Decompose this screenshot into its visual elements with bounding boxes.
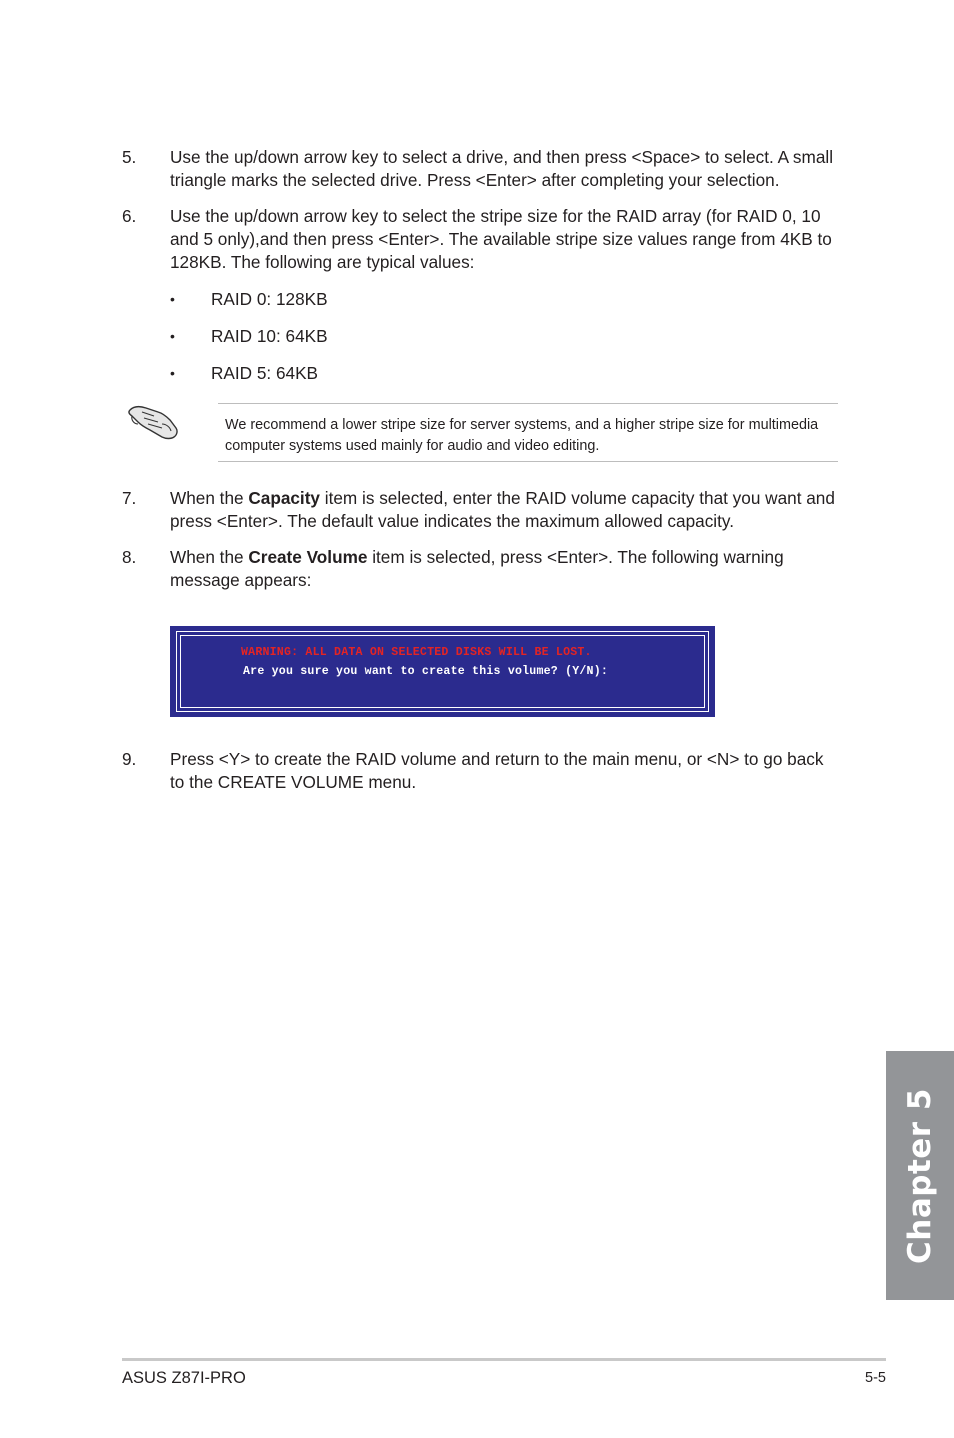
bullet-dot: • — [170, 365, 175, 381]
bios-warning-dialog — [170, 626, 715, 717]
step-8 — [122, 546, 842, 592]
create-volume-label: Create Volume — [248, 547, 368, 567]
step-text-post: item is selected, enter the RAID volume capacity that you want and press <Enter>. The default value indicates the maximum allowed capacity. — [170, 488, 835, 531]
bullet-text: RAID 5: 64KB — [211, 363, 318, 383]
note-box — [218, 403, 838, 462]
bullet-dot: • — [170, 328, 175, 344]
footer-divider — [122, 1358, 886, 1361]
step-text-pre: When the — [170, 488, 249, 508]
step-number: 5. — [122, 147, 137, 167]
step-number: 7. — [122, 488, 137, 508]
step-text: Use the up/down arrow key to select the stripe size for the RAID array (for RAID 0, 10 and 5 only),and then press <Enter>. The available stripe size values range from 4KB to 128KB. The following are typical values: — [170, 206, 832, 272]
step-text: Press <Y> to create the RAID volume and return to the main menu, or <N> to go back to the CREATE VOLUME menu. — [170, 749, 824, 792]
footer-product: ASUS Z87I-PRO — [122, 1369, 246, 1387]
step-number: 6. — [122, 206, 137, 226]
warning-message: WARNING: ALL DATA ON SELECTED DISKS WILL BE LOST. — [241, 646, 592, 659]
step-text-pre: When the — [170, 547, 249, 567]
confirm-prompt[interactable]: Are you sure you want to create this volume? (Y/N): — [243, 665, 609, 678]
step-text — [170, 487, 842, 533]
bullet-text: RAID 0: 128KB — [211, 289, 328, 309]
capacity-label: Capacity — [248, 488, 320, 508]
step-number: 9. — [122, 749, 137, 769]
chapter-tab — [886, 1051, 954, 1300]
footer-page-number: 5-5 — [865, 1370, 886, 1386]
step-text-post: item is selected, press <Enter>. The following warning message appears: — [170, 547, 784, 590]
step-text — [170, 546, 842, 592]
bullet-raid0 — [170, 288, 328, 311]
step-text: Use the up/down arrow key to select a drive, and then press <Space> to select. A small triangle marks the selected drive. Press <Enter> after completing your selection. — [170, 147, 834, 190]
step-7 — [122, 487, 842, 533]
step-6 — [122, 205, 842, 274]
bullet-text: RAID 10: 64KB — [211, 326, 328, 346]
note-text: We recommend a lower stripe size for server systems, and a higher stripe size for multimedia computer systems used mainly for audio and video editing. — [225, 417, 819, 454]
step-9 — [122, 748, 842, 794]
step-number: 8. — [122, 547, 137, 567]
hand-pointer-note-icon — [128, 400, 180, 442]
bullet-raid5 — [170, 362, 318, 385]
bullet-dot: • — [170, 291, 175, 307]
step-5 — [122, 146, 842, 192]
chapter-label: Chapter 5 — [902, 1087, 938, 1264]
bullet-raid10 — [170, 325, 328, 348]
